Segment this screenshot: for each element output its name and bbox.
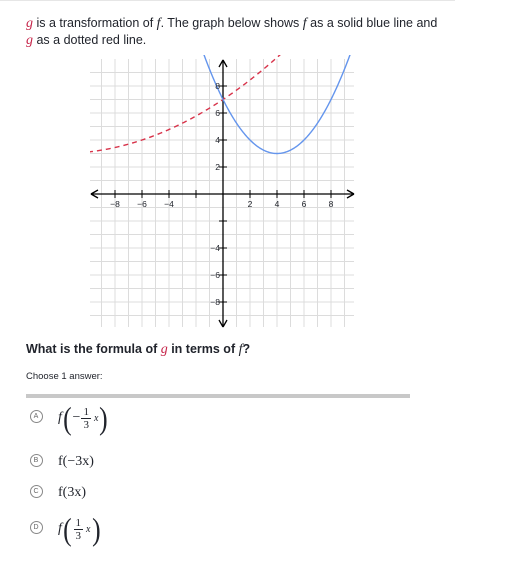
y-tick-label: −6 — [210, 270, 220, 280]
x-tick-label: −8 — [110, 199, 120, 209]
func-f: f — [58, 410, 62, 425]
grid-lines — [90, 59, 354, 327]
prompt-text-1: is a transformation of — [33, 16, 157, 30]
numerator: 1 — [75, 516, 82, 529]
denominator: 3 — [75, 529, 82, 542]
choice-letter: A — [30, 410, 43, 423]
var-g: g — [26, 16, 33, 31]
choice-c[interactable] — [28, 485, 86, 501]
question-mid: in terms of — [167, 342, 239, 356]
paren-close: ) — [99, 400, 108, 436]
prompt-text-2: . The graph below shows — [160, 16, 303, 30]
choice-letter: D — [30, 521, 43, 534]
x-tick-label: −4 — [164, 199, 174, 209]
choice-letter: C — [30, 485, 43, 498]
paren-open: ( — [62, 400, 72, 436]
y-tick-label: −8 — [210, 297, 220, 307]
y-tick-label: 8 — [215, 81, 220, 91]
radio-c[interactable] — [28, 485, 44, 501]
choice-b[interactable] — [28, 454, 94, 470]
minus-sign: − — [72, 410, 81, 425]
choice-c-formula: f(3x) — [58, 485, 86, 500]
denominator: 3 — [83, 418, 89, 431]
paren-close: ) — [91, 511, 101, 547]
paren-open: ( — [62, 511, 72, 547]
question-lead: What is the formula of — [26, 342, 161, 356]
choice-b-formula: f(−3x) — [58, 454, 94, 469]
choice-a-formula — [58, 400, 109, 436]
y-tick-label: 6 — [215, 108, 220, 118]
prompt-text-4: as a dotted red line. — [33, 33, 147, 47]
numerator: 1 — [83, 405, 89, 418]
question-text — [26, 342, 250, 358]
x-tick-label: 4 — [274, 199, 280, 209]
x-tick-label: 2 — [247, 199, 253, 209]
fraction — [81, 406, 91, 431]
var-f: f — [238, 342, 243, 357]
choices-divider — [26, 394, 410, 398]
y-tick-label: −4 — [210, 243, 220, 253]
choice-letter: B — [30, 454, 43, 467]
func-f: f — [58, 521, 62, 536]
radio-b[interactable] — [28, 454, 44, 470]
g-dotted-red-curve — [88, 55, 290, 152]
var-g: g — [26, 33, 33, 48]
choose-label: Choose 1 answer: — [26, 371, 103, 382]
question-end: ? — [242, 342, 251, 356]
var-g: g — [160, 342, 168, 357]
coordinate-graph — [84, 55, 364, 332]
choice-d-formula — [58, 511, 101, 547]
prompt-text-3: as a solid blue line and — [306, 16, 438, 30]
var-f: f — [302, 16, 307, 31]
radio-a[interactable] — [28, 410, 44, 426]
radio-d[interactable] — [28, 521, 44, 537]
y-tick-label: 2 — [215, 162, 220, 172]
var-f: f — [156, 16, 161, 31]
var-x: x — [93, 412, 99, 424]
fraction — [74, 517, 84, 542]
y-tick-label: 4 — [215, 135, 220, 145]
problem-statement — [26, 15, 496, 49]
x-tick-label: 8 — [328, 199, 334, 209]
x-tick-label: 6 — [301, 199, 307, 209]
x-tick-label: −6 — [137, 199, 147, 209]
choice-a[interactable] — [28, 400, 109, 436]
top-divider — [0, 0, 455, 1]
choice-d[interactable] — [28, 511, 101, 547]
var-x: x — [86, 523, 91, 535]
